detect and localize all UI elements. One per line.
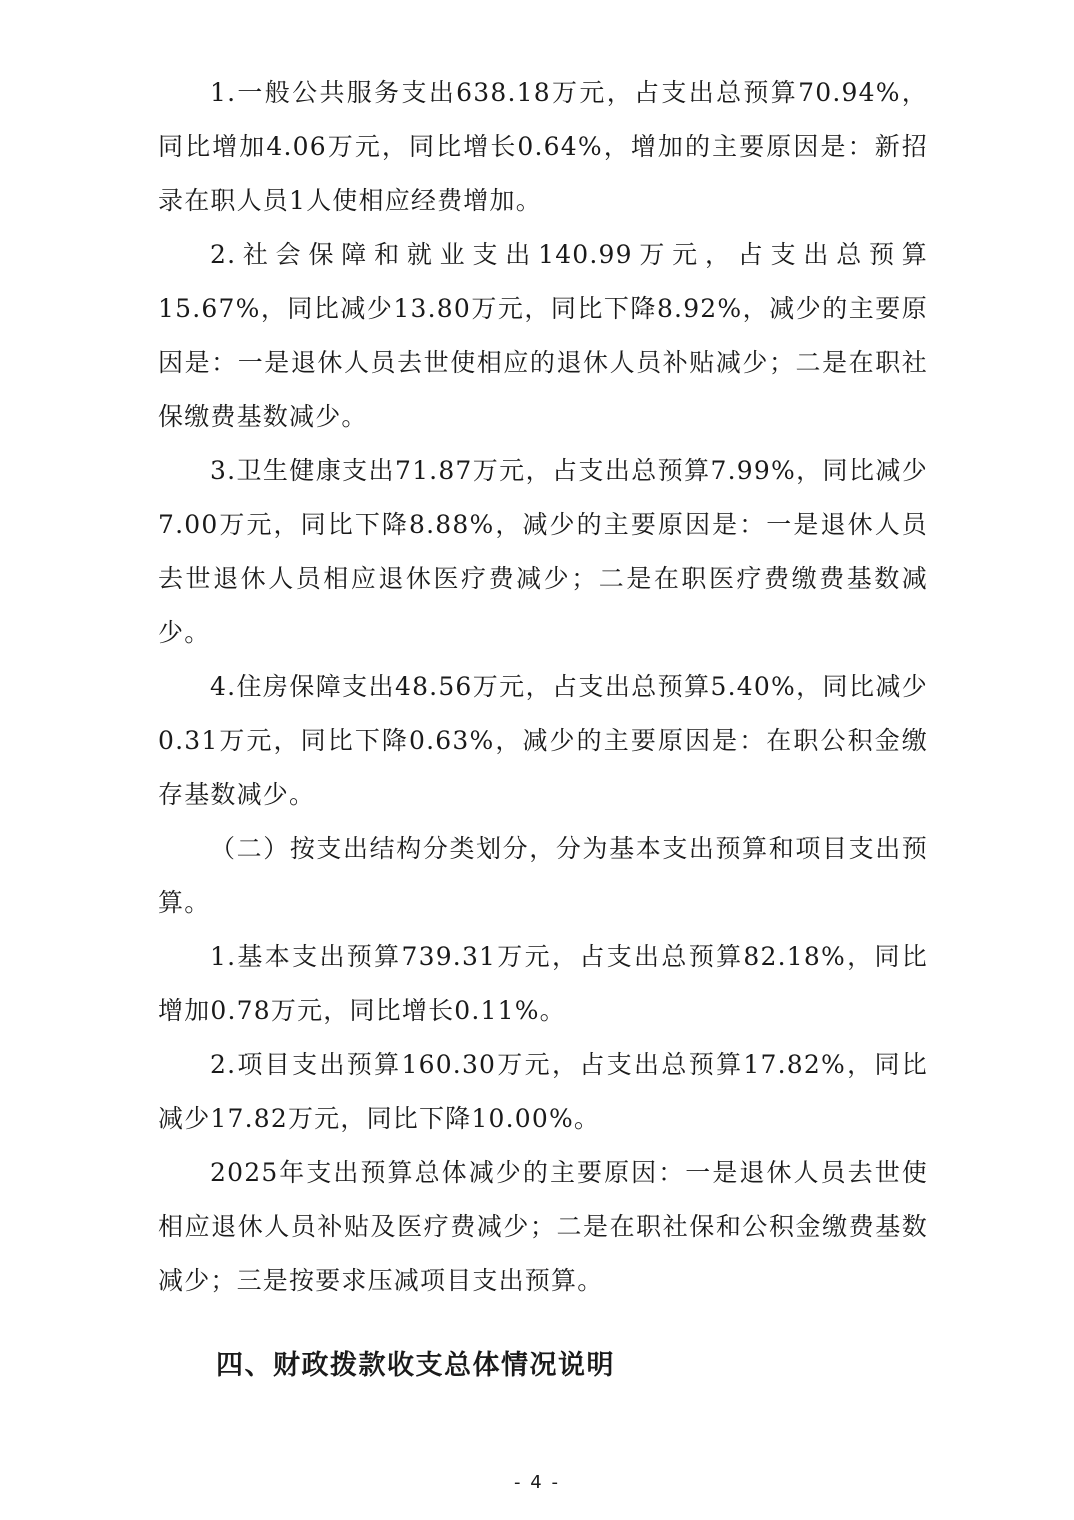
paragraph-housing: 4.住房保障支出48.56万元，占支出总预算5.40%，同比减少0.31万元，同比下降0.63%，减少的主要原因是：在职公积金缴存基数减少。 bbox=[158, 672, 928, 809]
paragraph-structure-classification: （二）按支出结构分类划分，分为基本支出预算和项目支出预算。 bbox=[158, 834, 928, 917]
paragraph-decrease-reasons: 2025年支出预算总体减少的主要原因：一是退休人员去世使相应退休人员补贴及医疗费减少；二是在职社保和公积金缴费基数减少；三是按要求压减项目支出预算。 bbox=[158, 1158, 928, 1295]
paragraph-basic-expenditure: 1.基本支出预算739.31万元，占支出总预算82.18%，同比增加0.78万元，同比增长0.11%。 bbox=[158, 942, 928, 1025]
section-heading: 四、财政拨款收支总体情况说明 bbox=[216, 1350, 615, 1381]
paragraph-health: 3.卫生健康支出71.87万元，占支出总预算7.99%，同比减少7.00万元，同比下降8.88%，减少的主要原因是：一是退休人员去世退休人员相应退休医疗费减少；二是在职医疗费缴费基数减少。 bbox=[158, 456, 928, 647]
paragraph-general-public-services: 1.一般公共服务支出638.18万元，占支出总预算70.94%，同比增加4.06万元，同比增长0.64%，增加的主要原因是：新招录在职人员1人使相应经费增加。 bbox=[158, 78, 928, 215]
paragraph-social-security: 2.社会保障和就业支出140.99万元，占支出总预算15.67%，同比减少13.80万元，同比下降8.92%，减少的主要原因是：一是退休人员去世使相应的退休人员补贴减少；二是在职社保缴费基数减少。 bbox=[158, 240, 928, 431]
paragraph-project-expenditure: 2.项目支出预算160.30万元，占支出总预算17.82%，同比减少17.82万元，同比下降10.00%。 bbox=[158, 1050, 928, 1133]
page-number: - 4 - bbox=[514, 1472, 560, 1493]
document-body bbox=[158, 66, 928, 1386]
